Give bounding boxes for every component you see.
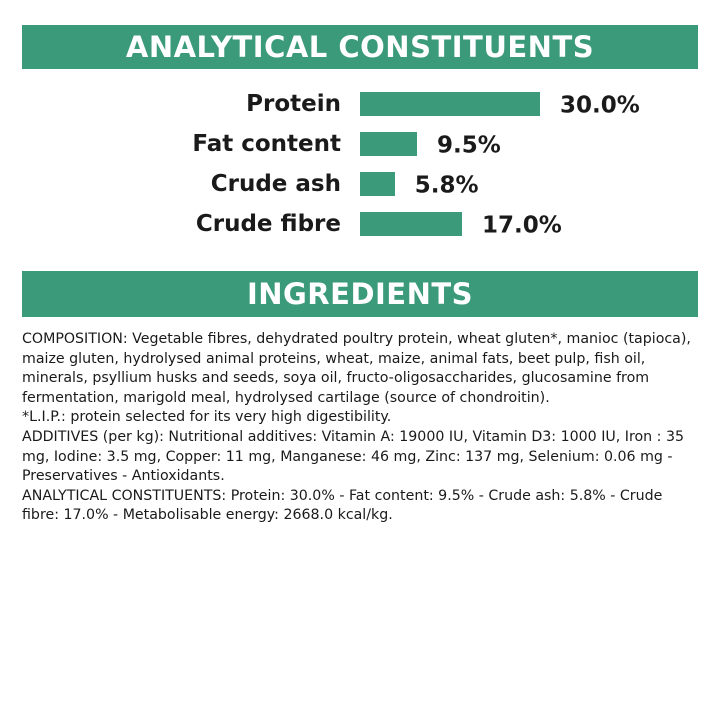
chart-row	[0, 164, 720, 204]
analytical-constituents-paragraph: ANALYTICAL CONSTITUENTS: Protein: 30.0% - Fat content: 9.5% - Crude ash: 5.8% - Crude fibre: 17.0% - Metabolisable energy: 2668.0 kcal/kg.	[22, 487, 663, 524]
chart-bar	[360, 132, 417, 156]
ingredients-banner	[22, 271, 698, 317]
ingredients-text-block	[22, 330, 702, 526]
ingredients-title: INGREDIENTS	[246, 277, 474, 311]
chart-value-label: 5.8%	[414, 172, 479, 199]
chart-bar	[360, 92, 540, 116]
chart-value-label: 17.0%	[482, 212, 562, 239]
composition-paragraph: COMPOSITION: Vegetable fibres, dehydrated poultry protein, wheat gluten*, manioc (tapioca), maize gluten, hydrolysed animal proteins, wheat, maize, animal fats, beet pulp, fish oil, minerals, psyllium husks and seeds, soya oil, fructo-oligosaccharides, glucosamine from fermentation, marigold meal, hydrolysed cartilage (source of chondroitin).	[22, 331, 691, 406]
chart-category-label: Fat content	[192, 131, 341, 157]
analytical-constituents-title: ANALYTICAL CONSTITUENTS	[125, 30, 595, 64]
chart-category-label: Crude ash	[210, 171, 341, 197]
chart-bar	[360, 212, 462, 236]
chart-row	[0, 204, 720, 244]
analytical-constituents-banner	[22, 25, 698, 69]
chart-value-label: 9.5%	[437, 132, 501, 159]
chart-category-label: Protein	[246, 91, 341, 117]
additives-paragraph: ADDITIVES (per kg): Nutritional additives: Vitamin A: 19000 IU, Vitamin D3: 1000 IU, Iron : 35 mg, Iodine: 3.5 mg, Copper: 11 mg, Manganese: 46 mg, Zinc: 137 mg, Selenium: 0.06 mg - Preservatives - Antioxidants.	[22, 428, 685, 485]
lip-note-paragraph: *L.I.P.: protein selected for its very high digestibility.	[22, 409, 392, 426]
chart-category-label: Crude fibre	[195, 211, 341, 237]
chart-row	[0, 84, 720, 124]
chart-bar	[360, 172, 395, 196]
chart-value-label: 30.0%	[560, 92, 640, 119]
chart-row	[0, 124, 720, 164]
